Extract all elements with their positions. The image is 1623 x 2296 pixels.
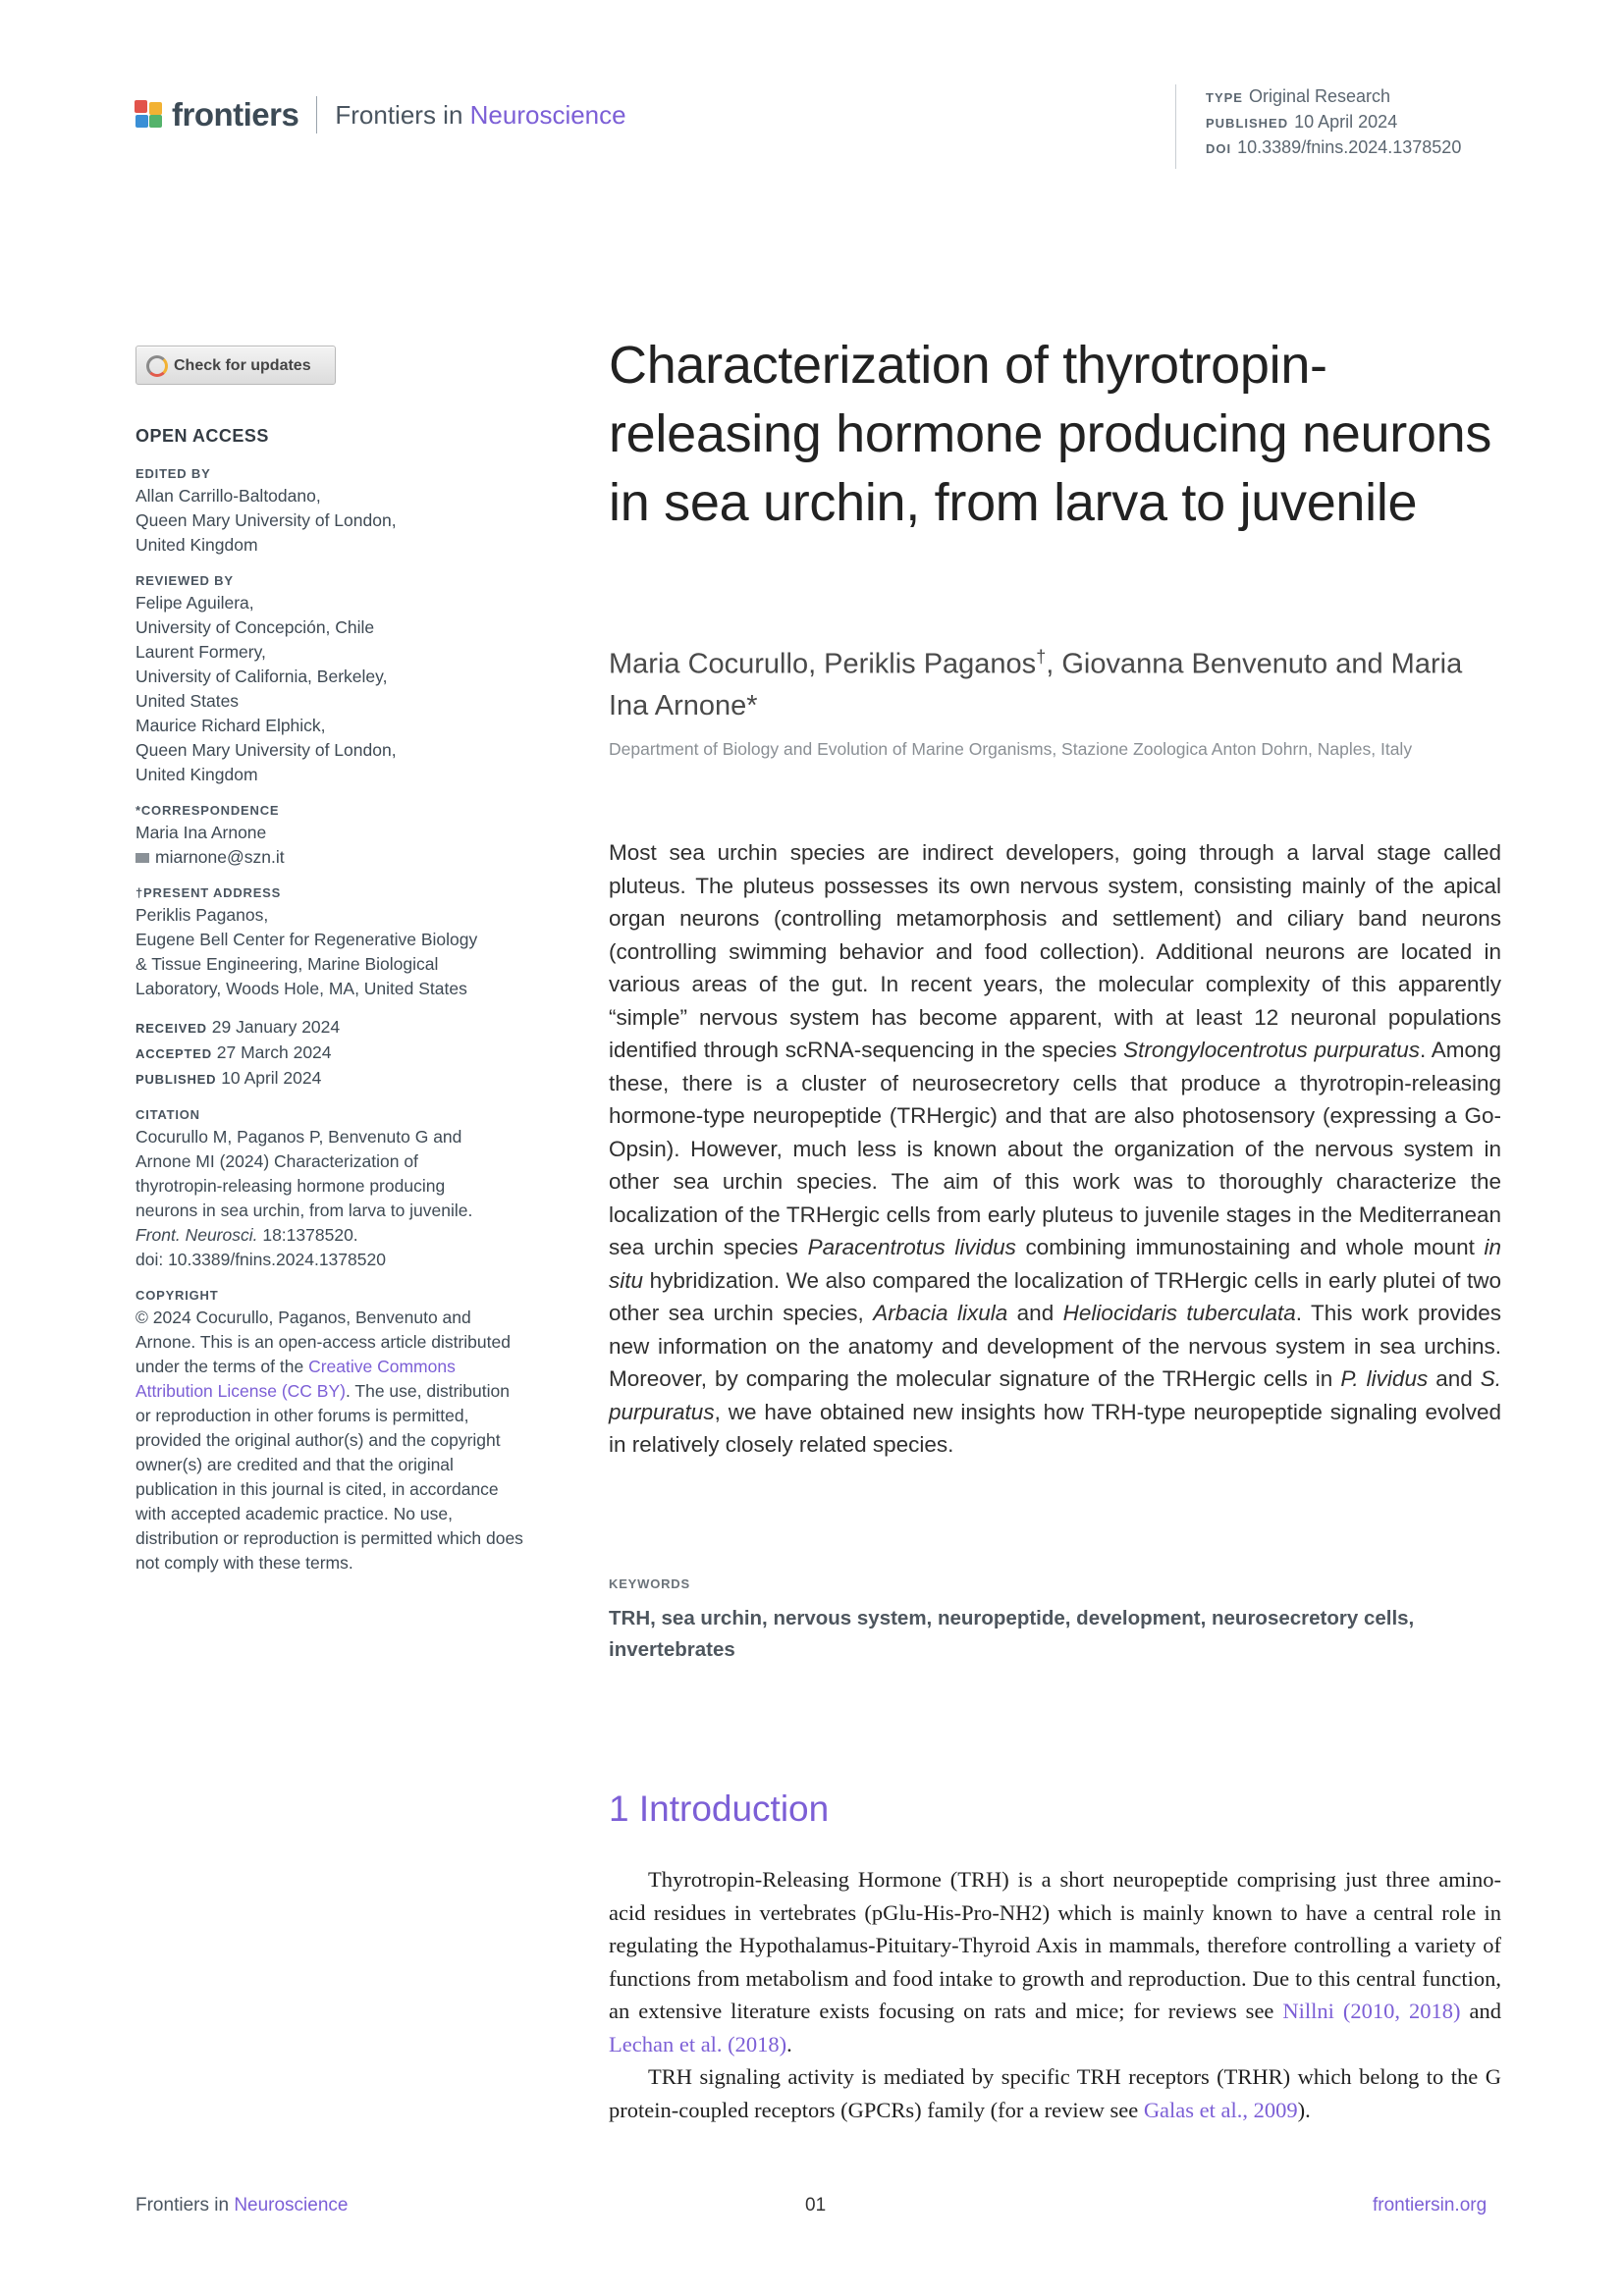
frontiers-logo-icon bbox=[135, 100, 164, 130]
correspondence-name: Maria Ina Arnone bbox=[135, 823, 267, 842]
edited-by-label: EDITED BY bbox=[135, 466, 211, 481]
footer-journal[interactable]: Frontiers in Neuroscience bbox=[135, 2195, 349, 2216]
present-address: Periklis Paganos, Eugene Bell Center for Regenerative Biology & Tissue Engineering, Marine Biological Laboratory, Woods Hole, MA, United States bbox=[135, 905, 478, 998]
abstract: Most sea urchin species are indirect developers, going through a larval stage called pluteus. The pluteus possesses its own nervous system, consisting mainly of the apical organ neurons (controlling metamorphosis and settlement) and ciliary band neurons (controlling swimming behavior and food collection). Additional neurons are located in various areas of the gut. In recent years, the molecular complexity of this apparently “simple” nervous system has become apparent, with at least 12 neuronal populations identified through scRNA-sequencing in the species Strongylocentrotus purpuratus. Among these, there is a cluster of neurosecretory cells that produce a thyrotropin-releasing hormone-type neuropeptide (TRHergic) and that are also photosensory (expressing a Go-Opsin). However, much less is known about the organization of the nervous system in other sea urchin species. The aim of this work was to thoroughly characterize the localization of the TRHergic cells from early pluteus to juvenile stages in the Mediterranean sea urchin species Paracentrotus lividus combining immunostaining and whole mount in situ hybridization. We also compared the localization of TRHergic cells in early plutei of two other sea urchin species, Arbacia lixula and Heliocidaris tuberculata. This work provides new information on the anatomy and development of the nervous system in sea urchins. Moreover, by comparing the molecular signature of the TRHergic cells in P. lividus and S. purpuratus, we have obtained new insights how TRH-type neuropeptide signaling evolved in relatively closely related species. bbox=[609, 840, 1502, 1457]
copyright: © 2024 Cocurullo, Paganos, Benvenuto and Arnone. This is an open-access article distributed under the terms of the Creative Commons Attribution License (CC BY). The use, distribution or reproduction in other forums is permitted, provided the original author(s) and the copyright owner(s) are credited and that the original publication in this journal is cited, in accordance with accepted academic practice. No use, distribution or reproduction is permitted which does not comply with these terms. bbox=[135, 1308, 523, 1573]
correspondence-label: *CORRESPONDENCE bbox=[135, 803, 280, 818]
correspondence-email[interactable]: miarnone@szn.it bbox=[135, 845, 548, 870]
present-address-label: †PRESENT ADDRESS bbox=[135, 885, 282, 900]
sidebar bbox=[135, 346, 548, 1575]
keywords-label: KEYWORDS bbox=[609, 1576, 690, 1591]
reviewed-by: Felipe Aguilera, University of Concepción, Chile Laurent Formery, University of California, Berkeley, United States Maurice Richard Elphick, Queen Mary University of London, United Kingdom bbox=[135, 593, 397, 784]
ref-link[interactable]: Lechan et al. (2018) bbox=[609, 2031, 787, 2056]
article-title: Characterization of thyrotropin-releasing hormone producing neurons in sea urchin, from larva to juvenile bbox=[609, 336, 1492, 532]
logo-divider bbox=[316, 96, 317, 133]
reviewed-by-label: REVIEWED BY bbox=[135, 573, 234, 588]
authors: Maria Cocurullo, Periklis Paganos†, Giovanna Benvenuto and Maria Ina Arnone* bbox=[609, 647, 1463, 721]
brand-name: frontiers bbox=[172, 96, 299, 133]
email-icon bbox=[135, 853, 149, 863]
citation: Cocurullo M, Paganos P, Benvenuto G and Arnone MI (2024) Characterization of thyrotropin-releasing hormone producing neurons in sea urchin, from larva to juvenile. Front. Neurosci. 18:1378520. doi: 10.3389/fnins.2024.1378520 bbox=[135, 1127, 473, 1269]
meta-published: PUBLISHED 10 April 2024 bbox=[1206, 112, 1398, 132]
introduction-body bbox=[609, 1863, 1501, 2126]
affiliation: Department of Biology and Evolution of Marine Organisms, Stazione Zoologica Anton Dohrn, Naples, Italy bbox=[609, 739, 1413, 759]
meta-type: TYPE Original Research bbox=[1206, 86, 1391, 106]
license-link[interactable]: Creative Commons Attribution License (CC BY) bbox=[135, 1357, 456, 1401]
page-number: 01 bbox=[805, 2195, 827, 2216]
paragraph: TRH signaling activity is mediated by specific TRH receptors (TRHR) which belong to the G protein-coupled receptors (GPCRs) family (for a review see Galas et al., 2009). bbox=[609, 2064, 1501, 2122]
ref-link[interactable]: Nillni (2010, 2018) bbox=[1282, 1999, 1461, 2023]
copyright-label: COPYRIGHT bbox=[135, 1288, 219, 1303]
check-updates-button[interactable]: Check for updates bbox=[135, 346, 336, 385]
keywords: TRH, sea urchin, nervous system, neuropeptide, development, neurosecretory cells, invertebrates bbox=[609, 1607, 1415, 1661]
footer-site-link[interactable]: frontiersin.org bbox=[1373, 2195, 1488, 2216]
ref-link[interactable]: Galas et al., 2009 bbox=[1143, 2097, 1298, 2122]
refresh-icon bbox=[146, 355, 166, 375]
citation-label: CITATION bbox=[135, 1107, 200, 1122]
open-access-label: OPEN ACCESS bbox=[135, 426, 269, 446]
edited-by: Allan Carrillo-Baltodano, Queen Mary University of London, United Kingdom bbox=[135, 486, 397, 555]
paragraph: Thyrotropin-Releasing Hormone (TRH) is a short neuropeptide comprising just three amino-acid residues in vertebrates (pGlu-His-Pro-NH2) which is mainly known to have a central role in regulating the Hypothalamus-Pituitary-Thyroid Axis in mammals, therefore controlling a variety of functions from metabolism and food intake to growth and reproduction. Due to this central function, an extensive literature exists focusing on rats and mice; for reviews see Nillni (2010, 2018) and Lechan et al. (2018). bbox=[609, 1867, 1501, 2056]
article-dates: RECEIVED 29 January 2024 ACCEPTED 27 March 2024 PUBLISHED 10 April 2024 bbox=[135, 1017, 341, 1088]
meta-doi: DOI 10.3389/fnins.2024.1378520 bbox=[1206, 137, 1462, 157]
article-meta bbox=[1175, 84, 1461, 169]
journal-name: Frontiers in Neuroscience bbox=[335, 99, 626, 130]
section-heading-introduction: 1 Introduction bbox=[609, 1789, 830, 1829]
frontiers-logo[interactable] bbox=[135, 96, 626, 133]
